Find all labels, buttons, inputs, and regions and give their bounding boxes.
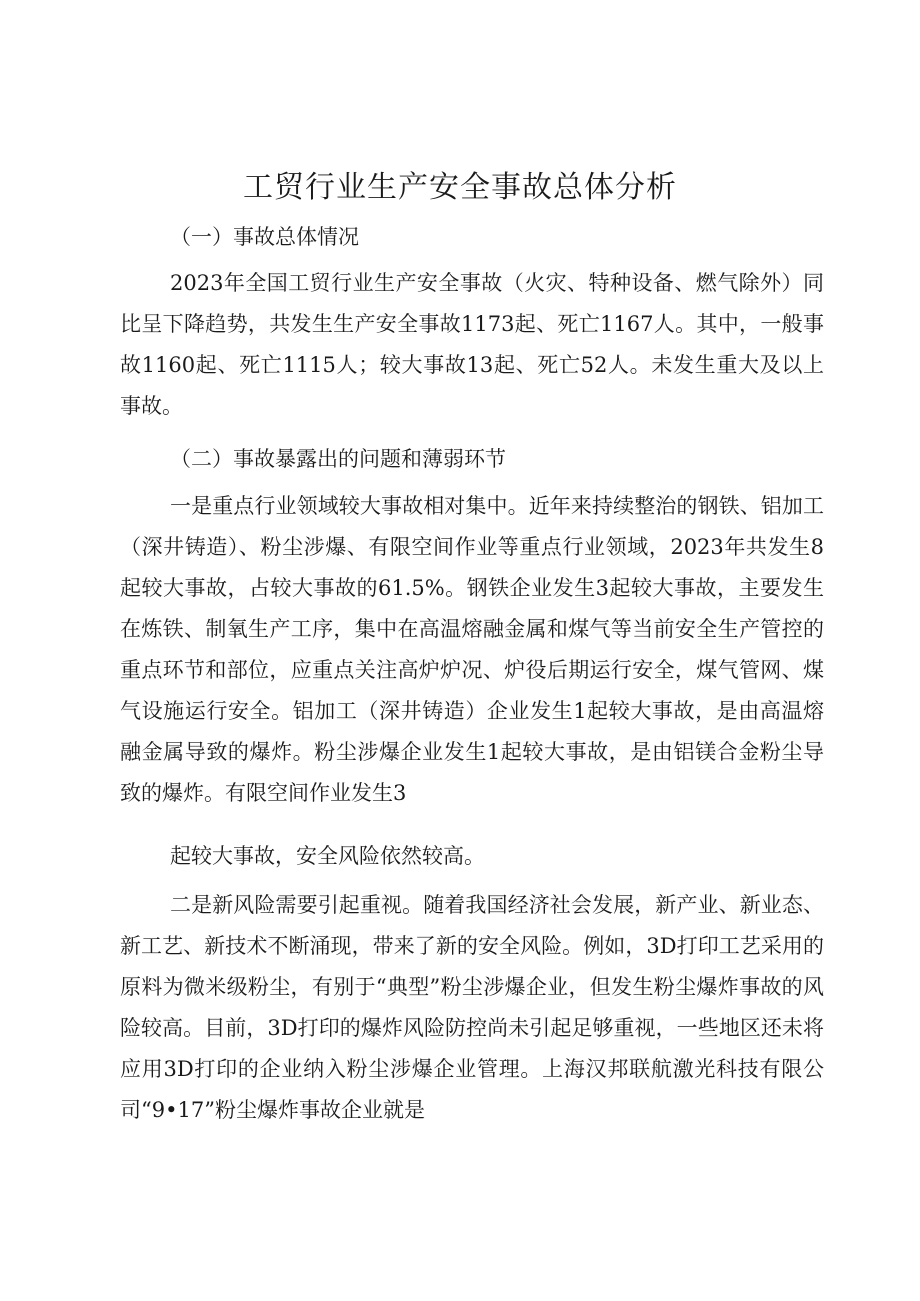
paragraph-point-one-continued: 起较大事故，安全风险依然较高。 [170, 844, 485, 868]
paragraph-point-two: 二是新风险需要引起重视。随着我国经济社会发展，新产业、新业态、新工艺、新技术不断涌现，带来了新的安全风险。例如，3D打印工艺采用的原料为微米级粉尘，有别于“典型”粉尘涉爆企业，但发生粉尘爆炸事故的风险较高。目前，3D打印的爆炸风险防控尚未引起足够重视，一些地区还未将应用3D打印的企业纳入粉尘涉爆企业管理。上海汉邦联航激光科技有限公司“9•17”粉尘爆炸事故企业就是 [120, 893, 824, 1122]
document-title: 工贸行业生产安全事故总体分析 [243, 170, 677, 205]
paragraph-overview: 2023年全国工贸行业生产安全事故（火灾、特种设备、燃气除外）同比呈下降趋势，共发生生产安全事故1173起、死亡1167人。其中，一般事故1160起、死亡1115人；较大事故13起、死亡52人。未发生重大及以上事故。 [120, 271, 824, 418]
section-heading-problems: （二）事故暴露出的问题和薄弱环节 [170, 447, 506, 471]
paragraph-point-one: 一是重点行业领域较大事故相对集中。近年来持续整治的钢铁、铝加工（深井铸造）、粉尘涉爆、有限空间作业等重点行业领域，2023年共发生8起较大事故，占较大事故的61.5%。钢铁企业发生3起较大事故，主要发生在炼铁、制氧生产工序，集中在高温熔融金属和煤气等当前安全生产管控的重点环节和部位，应重点关注高炉炉况、炉役后期运行安全，煤气管网、煤气设施运行安全。铝加工（深井铸造）企业发生1起较大事故，是由高温熔融金属导致的爆炸。粉尘涉爆企业发生1起较大事故，是由铝镁合金粉尘导致的爆炸。有限空间作业发生3 [120, 494, 824, 805]
section-heading-overview: （一）事故总体情况 [170, 225, 359, 249]
